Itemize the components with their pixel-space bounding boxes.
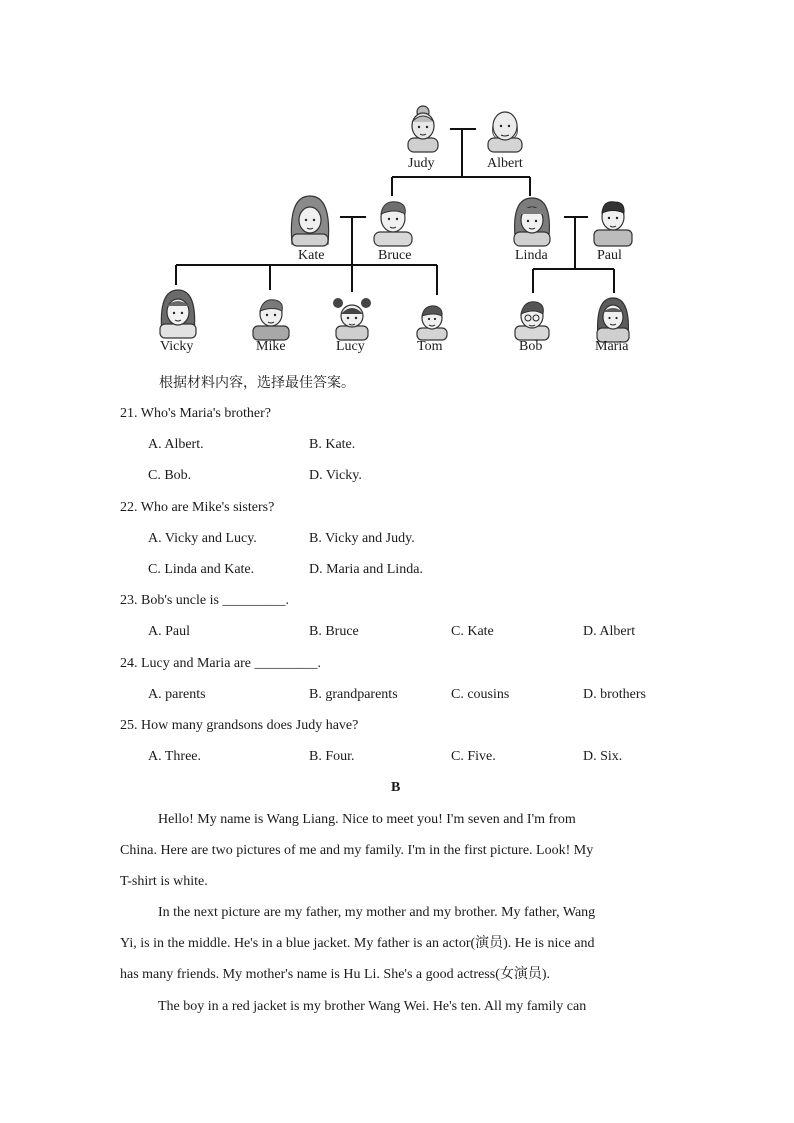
question-22-option-d[interactable]: D. Maria and Linda.: [309, 562, 423, 577]
question-21-stem: 21. Who's Maria's brother?: [120, 406, 271, 421]
question-23-option-b[interactable]: B. Bruce: [309, 624, 359, 639]
name-label-paul: Paul: [597, 248, 622, 263]
person-mike-portrait: [253, 300, 289, 340]
name-label-vicky: Vicky: [160, 339, 194, 354]
name-label-lucy: Lucy: [336, 339, 365, 354]
question-23-stem: 23. Bob's uncle is _________.: [120, 593, 289, 608]
question-25-stem: 25. How many grandsons does Judy have?: [120, 718, 359, 733]
name-label-albert: Albert: [487, 156, 523, 171]
person-bob-portrait: [515, 302, 549, 340]
passage-line: Yi, is in the middle. He's in a blue jacket. My father is an actor(演员). He is nice and: [120, 936, 595, 951]
question-22-option-c[interactable]: C. Linda and Kate.: [148, 562, 255, 577]
name-label-bob: Bob: [519, 339, 543, 354]
name-label-mike: Mike: [256, 339, 286, 354]
name-label-maria: Maria: [595, 339, 629, 354]
question-24-option-c[interactable]: C. cousins: [451, 687, 510, 702]
question-21-option-a[interactable]: A. Albert.: [148, 437, 204, 452]
question-23-option-c[interactable]: C. Kate: [451, 624, 494, 639]
person-linda-portrait: [514, 198, 550, 246]
passage-line: In the next picture are my father, my mother and my brother. My father, Wang: [158, 905, 596, 920]
person-judy-portrait: [408, 106, 438, 152]
question-21-option-d[interactable]: D. Vicky.: [309, 468, 362, 483]
passage-line: Hello! My name is Wang Liang. Nice to meet you! I'm seven and I'm from: [158, 812, 576, 827]
section-heading: B: [391, 780, 401, 795]
person-kate-portrait: [291, 196, 328, 246]
question-25-option-b[interactable]: B. Four.: [309, 749, 355, 764]
question-21-option-c[interactable]: C. Bob.: [148, 468, 192, 483]
name-label-judy: Judy: [408, 156, 435, 171]
person-maria-portrait: [597, 298, 629, 342]
question-24-option-b[interactable]: B. grandparents: [309, 687, 398, 702]
question-23-option-d[interactable]: D. Albert: [583, 624, 636, 639]
question-25-option-a[interactable]: A. Three.: [148, 749, 201, 764]
question-25-option-d[interactable]: D. Six.: [583, 749, 623, 764]
name-label-kate: Kate: [298, 248, 325, 263]
question-24-stem: 24. Lucy and Maria are _________.: [120, 656, 321, 671]
question-21-option-b[interactable]: B. Kate.: [309, 437, 356, 452]
question-23-option-a[interactable]: A. Paul: [148, 624, 190, 639]
family-tree-diagram: [0, 0, 794, 365]
question-25-option-c[interactable]: C. Five.: [451, 749, 496, 764]
instruction-text: 根据材料内容，选择最佳答案。: [159, 375, 355, 391]
name-label-bruce: Bruce: [378, 248, 412, 263]
question-24-option-d[interactable]: D. brothers: [583, 687, 646, 702]
person-vicky-portrait: [160, 290, 196, 338]
person-albert-portrait: [488, 112, 522, 152]
passage-line: has many friends. My mother's name is Hu Li. She's a good actress(女演员).: [120, 967, 551, 982]
question-22-option-a[interactable]: A. Vicky and Lucy.: [148, 531, 257, 546]
question-22-stem: 22. Who are Mike's sisters?: [120, 500, 275, 515]
question-24-option-a[interactable]: A. parents: [148, 687, 206, 702]
person-paul-portrait: [594, 202, 632, 246]
name-label-linda: Linda: [515, 248, 548, 263]
name-label-tom: Tom: [417, 339, 443, 354]
passage-line: The boy in a red jacket is my brother Wang Wei. He's ten. All my family can: [158, 999, 587, 1014]
person-lucy-portrait: [333, 298, 371, 340]
person-tom-portrait: [417, 306, 447, 340]
question-22-option-b[interactable]: B. Vicky and Judy.: [309, 531, 415, 546]
passage-line: T-shirt is white.: [120, 874, 208, 889]
passage-line: China. Here are two pictures of me and my family. I'm in the first picture. Look! My: [120, 843, 594, 858]
person-bruce-portrait: [374, 202, 412, 246]
